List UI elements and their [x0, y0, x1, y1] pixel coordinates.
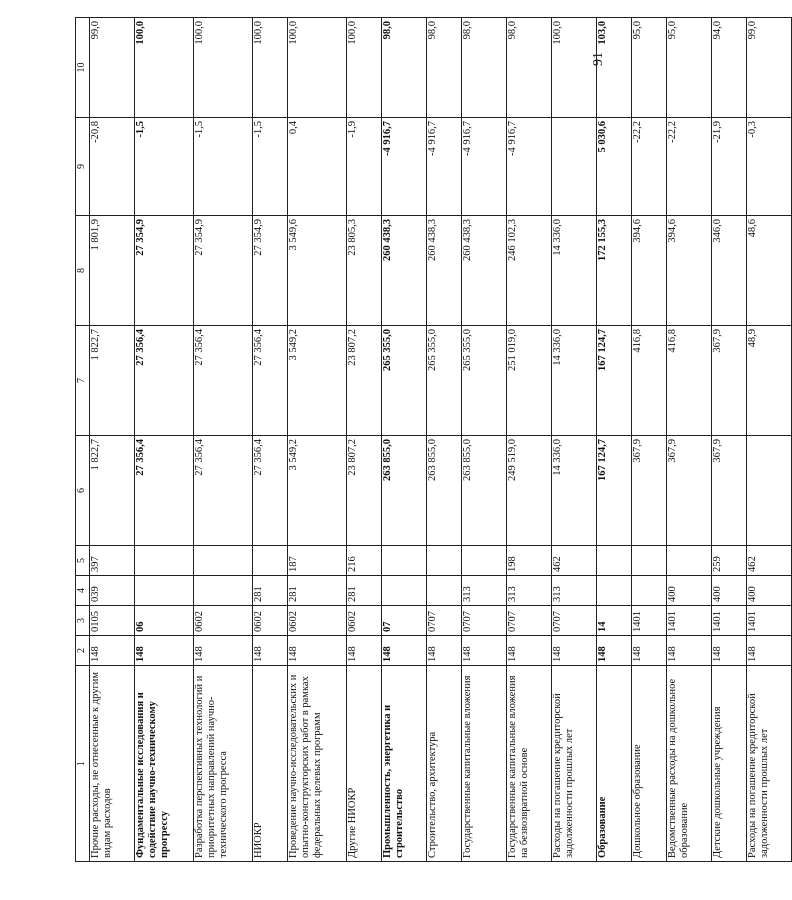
row-cell-col-10: 94,0	[712, 18, 747, 118]
row-cell-col-7: 167 124,7	[597, 326, 632, 436]
table-row	[347, 18, 382, 862]
row-cell-col-8: 23 805,3	[347, 216, 382, 326]
row-cell-col-4	[597, 576, 632, 606]
row-label: Расходы на погашение кредиторской задолженности прошлых лет	[747, 666, 792, 862]
row-cell-col-10: 100,0	[253, 18, 288, 118]
row-cell-col-3: 06	[135, 606, 194, 636]
row-cell-col-9: 5 030,6	[597, 118, 632, 216]
row-label: Расходы на погашение кредиторской задолженности прошлых лет	[552, 666, 597, 862]
row-cell-col-5: 397	[90, 546, 135, 576]
row-cell-col-3: 0602	[347, 606, 382, 636]
row-cell-col-8: 3 549,6	[288, 216, 347, 326]
row-cell-col-6: 367,9	[667, 436, 712, 546]
table-row	[90, 18, 135, 862]
row-cell-col-4: 039	[90, 576, 135, 606]
table-row	[597, 18, 632, 862]
row-cell-col-7: 416,8	[632, 326, 667, 436]
row-cell-col-8: 27 354,9	[135, 216, 194, 326]
row-cell-col-9: -4 916,7	[507, 118, 552, 216]
row-cell-col-5	[427, 546, 462, 576]
header-col-7: 7	[76, 326, 90, 436]
row-cell-col-8: 346,0	[712, 216, 747, 326]
table-row	[135, 18, 194, 862]
row-label: Фундаментальные исследования и содействие научно-техническому прогрессу	[135, 666, 194, 862]
table-row	[253, 18, 288, 862]
header-col-4: 4	[76, 576, 90, 606]
row-cell-col-2: 148	[712, 636, 747, 666]
row-cell-col-2: 148	[462, 636, 507, 666]
header-row	[76, 18, 90, 862]
row-cell-col-3: 0602	[253, 606, 288, 636]
row-cell-col-5	[597, 546, 632, 576]
row-cell-col-7: 27 356,4	[253, 326, 288, 436]
row-cell-col-4	[427, 576, 462, 606]
row-label: Детские дошкольные учреждения	[712, 666, 747, 862]
row-cell-col-4	[194, 576, 253, 606]
row-cell-col-7: 1 822,7	[90, 326, 135, 436]
row-cell-col-7: 265 355,0	[462, 326, 507, 436]
row-cell-col-10: 100,0	[347, 18, 382, 118]
row-cell-col-6: 367,9	[712, 436, 747, 546]
row-cell-col-4	[632, 576, 667, 606]
row-cell-col-6: 249 519,0	[507, 436, 552, 546]
row-cell-col-9	[552, 118, 597, 216]
row-cell-col-8: 14 336,0	[552, 216, 597, 326]
row-cell-col-5: 259	[712, 546, 747, 576]
row-cell-col-7: 27 356,4	[194, 326, 253, 436]
row-cell-col-6: 167 124,7	[597, 436, 632, 546]
row-cell-col-10: 98,0	[507, 18, 552, 118]
row-cell-col-2: 148	[194, 636, 253, 666]
table-row	[462, 18, 507, 862]
header-col-6: 6	[76, 436, 90, 546]
row-cell-col-9: -1,5	[253, 118, 288, 216]
row-cell-col-10: 100,0	[288, 18, 347, 118]
row-cell-col-2: 148	[253, 636, 288, 666]
row-cell-col-10: 100,0	[552, 18, 597, 118]
row-cell-col-6: 263 855,0	[462, 436, 507, 546]
row-cell-col-8: 27 354,9	[253, 216, 288, 326]
row-cell-col-8: 48,6	[747, 216, 792, 326]
row-cell-col-7: 251 019,0	[507, 326, 552, 436]
row-label: Другие НИОКР	[347, 666, 382, 862]
row-cell-col-2: 148	[135, 636, 194, 666]
row-label: Ведомственные расходы на дошкольное образование	[667, 666, 712, 862]
row-label: Государственные капитальные вложения	[462, 666, 507, 862]
row-cell-col-9: 0,4	[288, 118, 347, 216]
table-row	[747, 18, 792, 862]
row-cell-col-6: 27 356,4	[135, 436, 194, 546]
table-row	[288, 18, 347, 862]
row-cell-col-7: 48,9	[747, 326, 792, 436]
row-cell-col-6	[747, 436, 792, 546]
row-cell-col-2: 148	[667, 636, 712, 666]
row-cell-col-4: 400	[712, 576, 747, 606]
row-cell-col-6: 14 336,0	[552, 436, 597, 546]
row-cell-col-4: 400	[667, 576, 712, 606]
row-cell-col-5: 187	[288, 546, 347, 576]
page-number: 91	[591, 52, 606, 66]
row-cell-col-4: 313	[462, 576, 507, 606]
table-row	[632, 18, 667, 862]
row-cell-col-5: 462	[552, 546, 597, 576]
row-cell-col-5: 462	[747, 546, 792, 576]
row-label: Промышленность, энергетика и строительство	[382, 666, 427, 862]
row-cell-col-3: 14	[597, 606, 632, 636]
row-cell-col-7: 265 355,0	[382, 326, 427, 436]
row-cell-col-9: -1,5	[194, 118, 253, 216]
row-cell-col-9: -1,5	[135, 118, 194, 216]
row-cell-col-10: 103,0	[597, 18, 632, 118]
row-cell-col-6: 23 807,2	[347, 436, 382, 546]
row-cell-col-9: -1,9	[347, 118, 382, 216]
row-cell-col-5	[135, 546, 194, 576]
header-col-1: 1	[76, 666, 90, 862]
row-label: Образование	[597, 666, 632, 862]
row-cell-col-4: 281	[253, 576, 288, 606]
row-cell-col-8: 260 438,3	[382, 216, 427, 326]
row-cell-col-2: 148	[288, 636, 347, 666]
row-cell-col-9: -22,2	[667, 118, 712, 216]
row-cell-col-6: 27 356,4	[194, 436, 253, 546]
row-cell-col-6: 263 855,0	[382, 436, 427, 546]
header-col-5: 5	[76, 546, 90, 576]
row-cell-col-3: 0707	[462, 606, 507, 636]
table-row	[712, 18, 747, 862]
row-cell-col-3: 1401	[712, 606, 747, 636]
row-cell-col-3: 0707	[552, 606, 597, 636]
row-cell-col-3: 1401	[747, 606, 792, 636]
row-cell-col-4: 281	[347, 576, 382, 606]
row-cell-col-7: 416,8	[667, 326, 712, 436]
row-cell-col-3: 1401	[632, 606, 667, 636]
rotated-page	[75, 18, 770, 862]
row-cell-col-9: -21,9	[712, 118, 747, 216]
row-cell-col-3: 1401	[667, 606, 712, 636]
header-col-10: 10	[76, 18, 90, 118]
row-cell-col-7: 367,9	[712, 326, 747, 436]
row-cell-col-2: 148	[382, 636, 427, 666]
row-cell-col-4: 400	[747, 576, 792, 606]
row-label: Строительство, архитектура	[427, 666, 462, 862]
row-cell-col-10: 98,0	[382, 18, 427, 118]
header-col-2: 2	[76, 636, 90, 666]
row-cell-col-5	[382, 546, 427, 576]
row-cell-col-3: 07	[382, 606, 427, 636]
header-col-3: 3	[76, 606, 90, 636]
row-cell-col-8: 27 354,9	[194, 216, 253, 326]
table-row	[552, 18, 597, 862]
budget-table	[75, 17, 792, 862]
row-label: Проведение научно-исследовательских и опытно-конструкторских работ в рамках федеральных целевых программ	[288, 666, 347, 862]
row-cell-col-5	[667, 546, 712, 576]
row-cell-col-8: 394,6	[667, 216, 712, 326]
row-label: Разработка перспективных технологий и приоритетных направлений научно-технического прогресса	[194, 666, 253, 862]
row-cell-col-10: 95,0	[632, 18, 667, 118]
row-cell-col-2: 148	[507, 636, 552, 666]
row-cell-col-9: -0,3	[747, 118, 792, 216]
row-cell-col-9: -4 916,7	[462, 118, 507, 216]
row-cell-col-6: 367,9	[632, 436, 667, 546]
table-row	[427, 18, 462, 862]
row-cell-col-10: 95,0	[667, 18, 712, 118]
row-cell-col-4: 313	[507, 576, 552, 606]
row-label: Прочие расходы, не отнесенные к другим видам расходов	[90, 666, 135, 862]
row-cell-col-9: -20,8	[90, 118, 135, 216]
row-cell-col-7: 3 549,2	[288, 326, 347, 436]
row-cell-col-10: 100,0	[194, 18, 253, 118]
row-cell-col-2: 148	[747, 636, 792, 666]
row-cell-col-8: 246 102,3	[507, 216, 552, 326]
row-cell-col-3: 0602	[288, 606, 347, 636]
row-cell-col-6: 1 822,7	[90, 436, 135, 546]
row-cell-col-7: 27 356,4	[135, 326, 194, 436]
row-cell-col-8: 1 801,9	[90, 216, 135, 326]
row-cell-col-10: 100,0	[135, 18, 194, 118]
row-cell-col-7: 23 807,2	[347, 326, 382, 436]
row-label: НИОКР	[253, 666, 288, 862]
row-cell-col-2: 148	[347, 636, 382, 666]
row-cell-col-6: 3 549,2	[288, 436, 347, 546]
row-cell-col-9: -4 916,7	[427, 118, 462, 216]
row-cell-col-4: 281	[288, 576, 347, 606]
row-label: Государственные капитальные вложения на безвозвратной основе	[507, 666, 552, 862]
row-cell-col-5: 198	[507, 546, 552, 576]
table-row	[382, 18, 427, 862]
row-cell-col-10: 99,0	[747, 18, 792, 118]
row-cell-col-2: 148	[632, 636, 667, 666]
row-cell-col-2: 148	[552, 636, 597, 666]
row-cell-col-5	[462, 546, 507, 576]
row-cell-col-5	[253, 546, 288, 576]
row-cell-col-9: -22,2	[632, 118, 667, 216]
row-cell-col-3: 0602	[194, 606, 253, 636]
row-cell-col-4	[382, 576, 427, 606]
table-row	[507, 18, 552, 862]
row-cell-col-7: 14 336,0	[552, 326, 597, 436]
row-cell-col-8: 260 438,3	[462, 216, 507, 326]
row-cell-col-3: 0707	[427, 606, 462, 636]
header-col-8: 8	[76, 216, 90, 326]
row-cell-col-2: 148	[90, 636, 135, 666]
row-cell-col-6: 263 855,0	[427, 436, 462, 546]
row-cell-col-10: 98,0	[462, 18, 507, 118]
table-row	[667, 18, 712, 862]
row-cell-col-3: 0105	[90, 606, 135, 636]
row-cell-col-5	[194, 546, 253, 576]
row-cell-col-2: 148	[597, 636, 632, 666]
row-cell-col-6: 27 356,4	[253, 436, 288, 546]
row-cell-col-10: 99,0	[90, 18, 135, 118]
row-label: Дошкольное образование	[632, 666, 667, 862]
row-cell-col-3: 0707	[507, 606, 552, 636]
row-cell-col-10: 98,0	[427, 18, 462, 118]
row-cell-col-8: 394,6	[632, 216, 667, 326]
table-body	[90, 18, 792, 862]
row-cell-col-5	[632, 546, 667, 576]
table-row	[194, 18, 253, 862]
row-cell-col-8: 260 438,3	[427, 216, 462, 326]
row-cell-col-8: 172 155,3	[597, 216, 632, 326]
row-cell-col-7: 265 355,0	[427, 326, 462, 436]
row-cell-col-4	[135, 576, 194, 606]
row-cell-col-5: 216	[347, 546, 382, 576]
row-cell-col-2: 148	[427, 636, 462, 666]
header-col-9: 9	[76, 118, 90, 216]
row-cell-col-4: 313	[552, 576, 597, 606]
row-cell-col-9: -4 916,7	[382, 118, 427, 216]
